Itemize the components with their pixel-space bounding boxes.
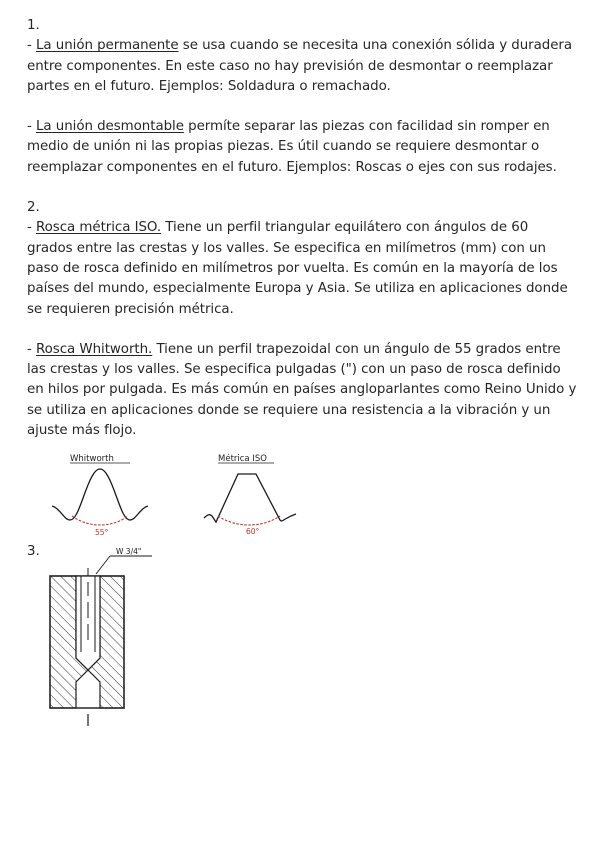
iso-thread-text: Tiene un perfil triangular equilátero con ángulos de 60 grados entre las crestas y los valles. Se especifica en milímetros (mm) con un paso de rosca definido en milímetros por vuelta. Es común en la mayoría de los países del mundo, especialmente Europa y Asia. Se utiliza en aplicaciones donde se requieren precisión métrica. bbox=[27, 220, 568, 317]
section-2-number: 2. bbox=[27, 200, 40, 216]
iso-thread-term: Rosca métrica ISO. bbox=[36, 220, 162, 236]
dash: - bbox=[27, 119, 36, 135]
thread-callout-label: W 3/4" bbox=[116, 547, 142, 556]
dash: - bbox=[27, 220, 36, 236]
metric-title: Métrica ISO bbox=[218, 454, 267, 464]
whitworth-profile bbox=[52, 469, 148, 520]
thread-profiles-figure bbox=[0, 444, 601, 548]
removable-joint-paragraph bbox=[27, 117, 577, 178]
whitworth-thread-paragraph bbox=[27, 340, 577, 441]
section-1-number: 1. bbox=[27, 18, 40, 33]
metric-angle-label: 60° bbox=[246, 527, 260, 536]
whitworth-angle-label: 55° bbox=[95, 528, 109, 537]
threaded-hole-drawing bbox=[40, 546, 180, 736]
dash: - bbox=[27, 341, 36, 357]
section-3-number: 3. bbox=[27, 544, 40, 559]
permanent-joint-term: La unión permanente bbox=[36, 38, 179, 54]
metric-angle-arc bbox=[218, 516, 280, 525]
whitworth-title: Whitworth bbox=[70, 454, 114, 464]
removable-joint-text: permíte separar las piezas con facilidad sin romper en medio de unión ni las propias piezas. Es útil cuando se requiere desmontar o reemplazar componentes en el futuro. Ejemplos: Roscas o ejes con sus rodajes. bbox=[27, 119, 557, 175]
permanent-joint-text: se usa cuando se necesita una conexión sólida y duradera entre componentes. En este caso no hay previsión de desmontar o reemplazar partes en el futuro. Ejemplos: Soldadura o remachado. bbox=[27, 38, 573, 94]
document-body bbox=[27, 16, 577, 441]
dash: - bbox=[27, 38, 36, 54]
whitworth-thread-text: Tiene un perfil trapezoidal con un ángulo de 55 grados entre las crestas y los valles. Se especifica pulgadas (") con un paso de rosca definido en hilos por pulgada. Es más común en países angloparlantes como Reino Unido y se utiliza en aplicaciones donde se requiere una resistencia a la vibración y un ajuste más flojo. bbox=[27, 341, 577, 439]
metric-profile bbox=[204, 474, 296, 522]
whitworth-thread-term: Rosca Whitworth. bbox=[36, 341, 153, 357]
whitworth-angle-arc bbox=[72, 516, 128, 525]
removable-joint-term: La unión desmontable bbox=[36, 119, 184, 135]
iso-thread-paragraph bbox=[27, 218, 577, 319]
permanent-joint-paragraph bbox=[27, 36, 577, 97]
